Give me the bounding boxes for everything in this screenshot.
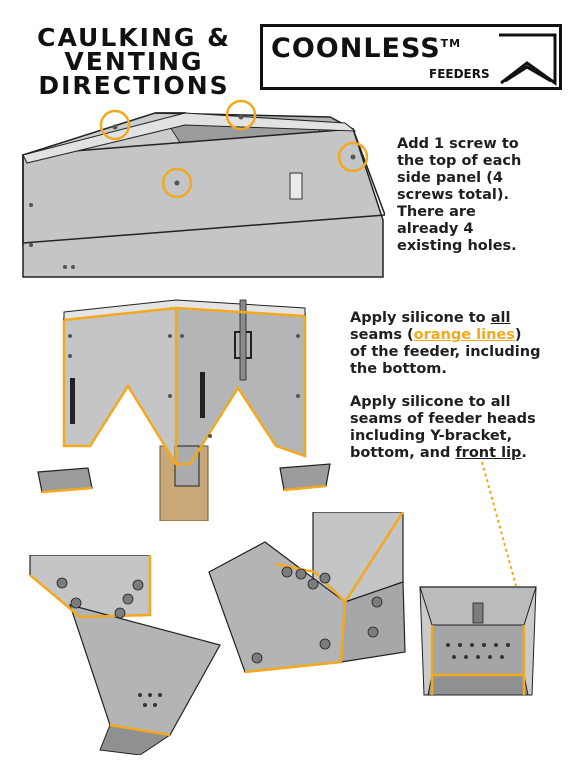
step-1-line: There are: [397, 204, 476, 220]
step-3-line-1: Apply silicone to all: [350, 394, 511, 410]
logo-subtitle: FEEDERS: [429, 67, 490, 81]
page-title: [18, 23, 250, 100]
step-2-text-span: Apply silicone to: [350, 310, 491, 326]
step-3-line-2: seams of feeder heads: [350, 411, 536, 427]
step-3-text-span: .: [521, 445, 527, 461]
logo-name: COONLESS: [271, 33, 441, 64]
title-line-2: VENTING: [64, 47, 204, 76]
step-2-text-span: seams (: [350, 327, 414, 343]
logo-trademark: TM: [440, 37, 462, 50]
feeder-head-closeup-1: [20, 555, 235, 755]
front-lip-closeup: [418, 585, 538, 755]
step-3-line-3: including Y-bracket,: [350, 428, 513, 444]
step-2-line-2: [350, 327, 540, 344]
step-2-text-span: ): [514, 327, 522, 343]
step-2-line-4: the bottom.: [350, 361, 447, 377]
feeder-mark-icon: [497, 31, 559, 87]
step-1-line: screws total).: [397, 187, 509, 203]
step-1-line: Add 1 screw to: [397, 136, 519, 152]
step-1-line: already 4: [397, 221, 474, 237]
step-2-emphasis: all: [490, 310, 511, 326]
brand-logo: [260, 24, 562, 90]
logo-wordmark: [271, 33, 461, 64]
step-2-text: [350, 310, 540, 378]
pointer-dotted-line: [470, 460, 530, 590]
step-1-line: existing holes.: [397, 238, 517, 254]
step-2-line-3: of the feeder, including: [350, 344, 541, 360]
title-line-3: DIRECTIONS: [38, 71, 230, 100]
step-1-text: [397, 136, 521, 255]
step-1-line: the top of each: [397, 153, 522, 169]
feeder-body-illustration: [30, 296, 340, 521]
feeder-top-illustration: [15, 95, 385, 285]
orange-lines-label: orange lines: [413, 327, 515, 343]
step-1-line: side panel (4: [397, 170, 503, 186]
step-3-emphasis: front lip: [455, 445, 522, 461]
y-bracket-closeup: [205, 512, 410, 677]
step-2-line-1: [350, 310, 540, 327]
step-3-text: [350, 394, 536, 462]
step-3-text-span: bottom, and: [350, 445, 456, 461]
title-line-1: CAULKING &: [37, 23, 231, 52]
